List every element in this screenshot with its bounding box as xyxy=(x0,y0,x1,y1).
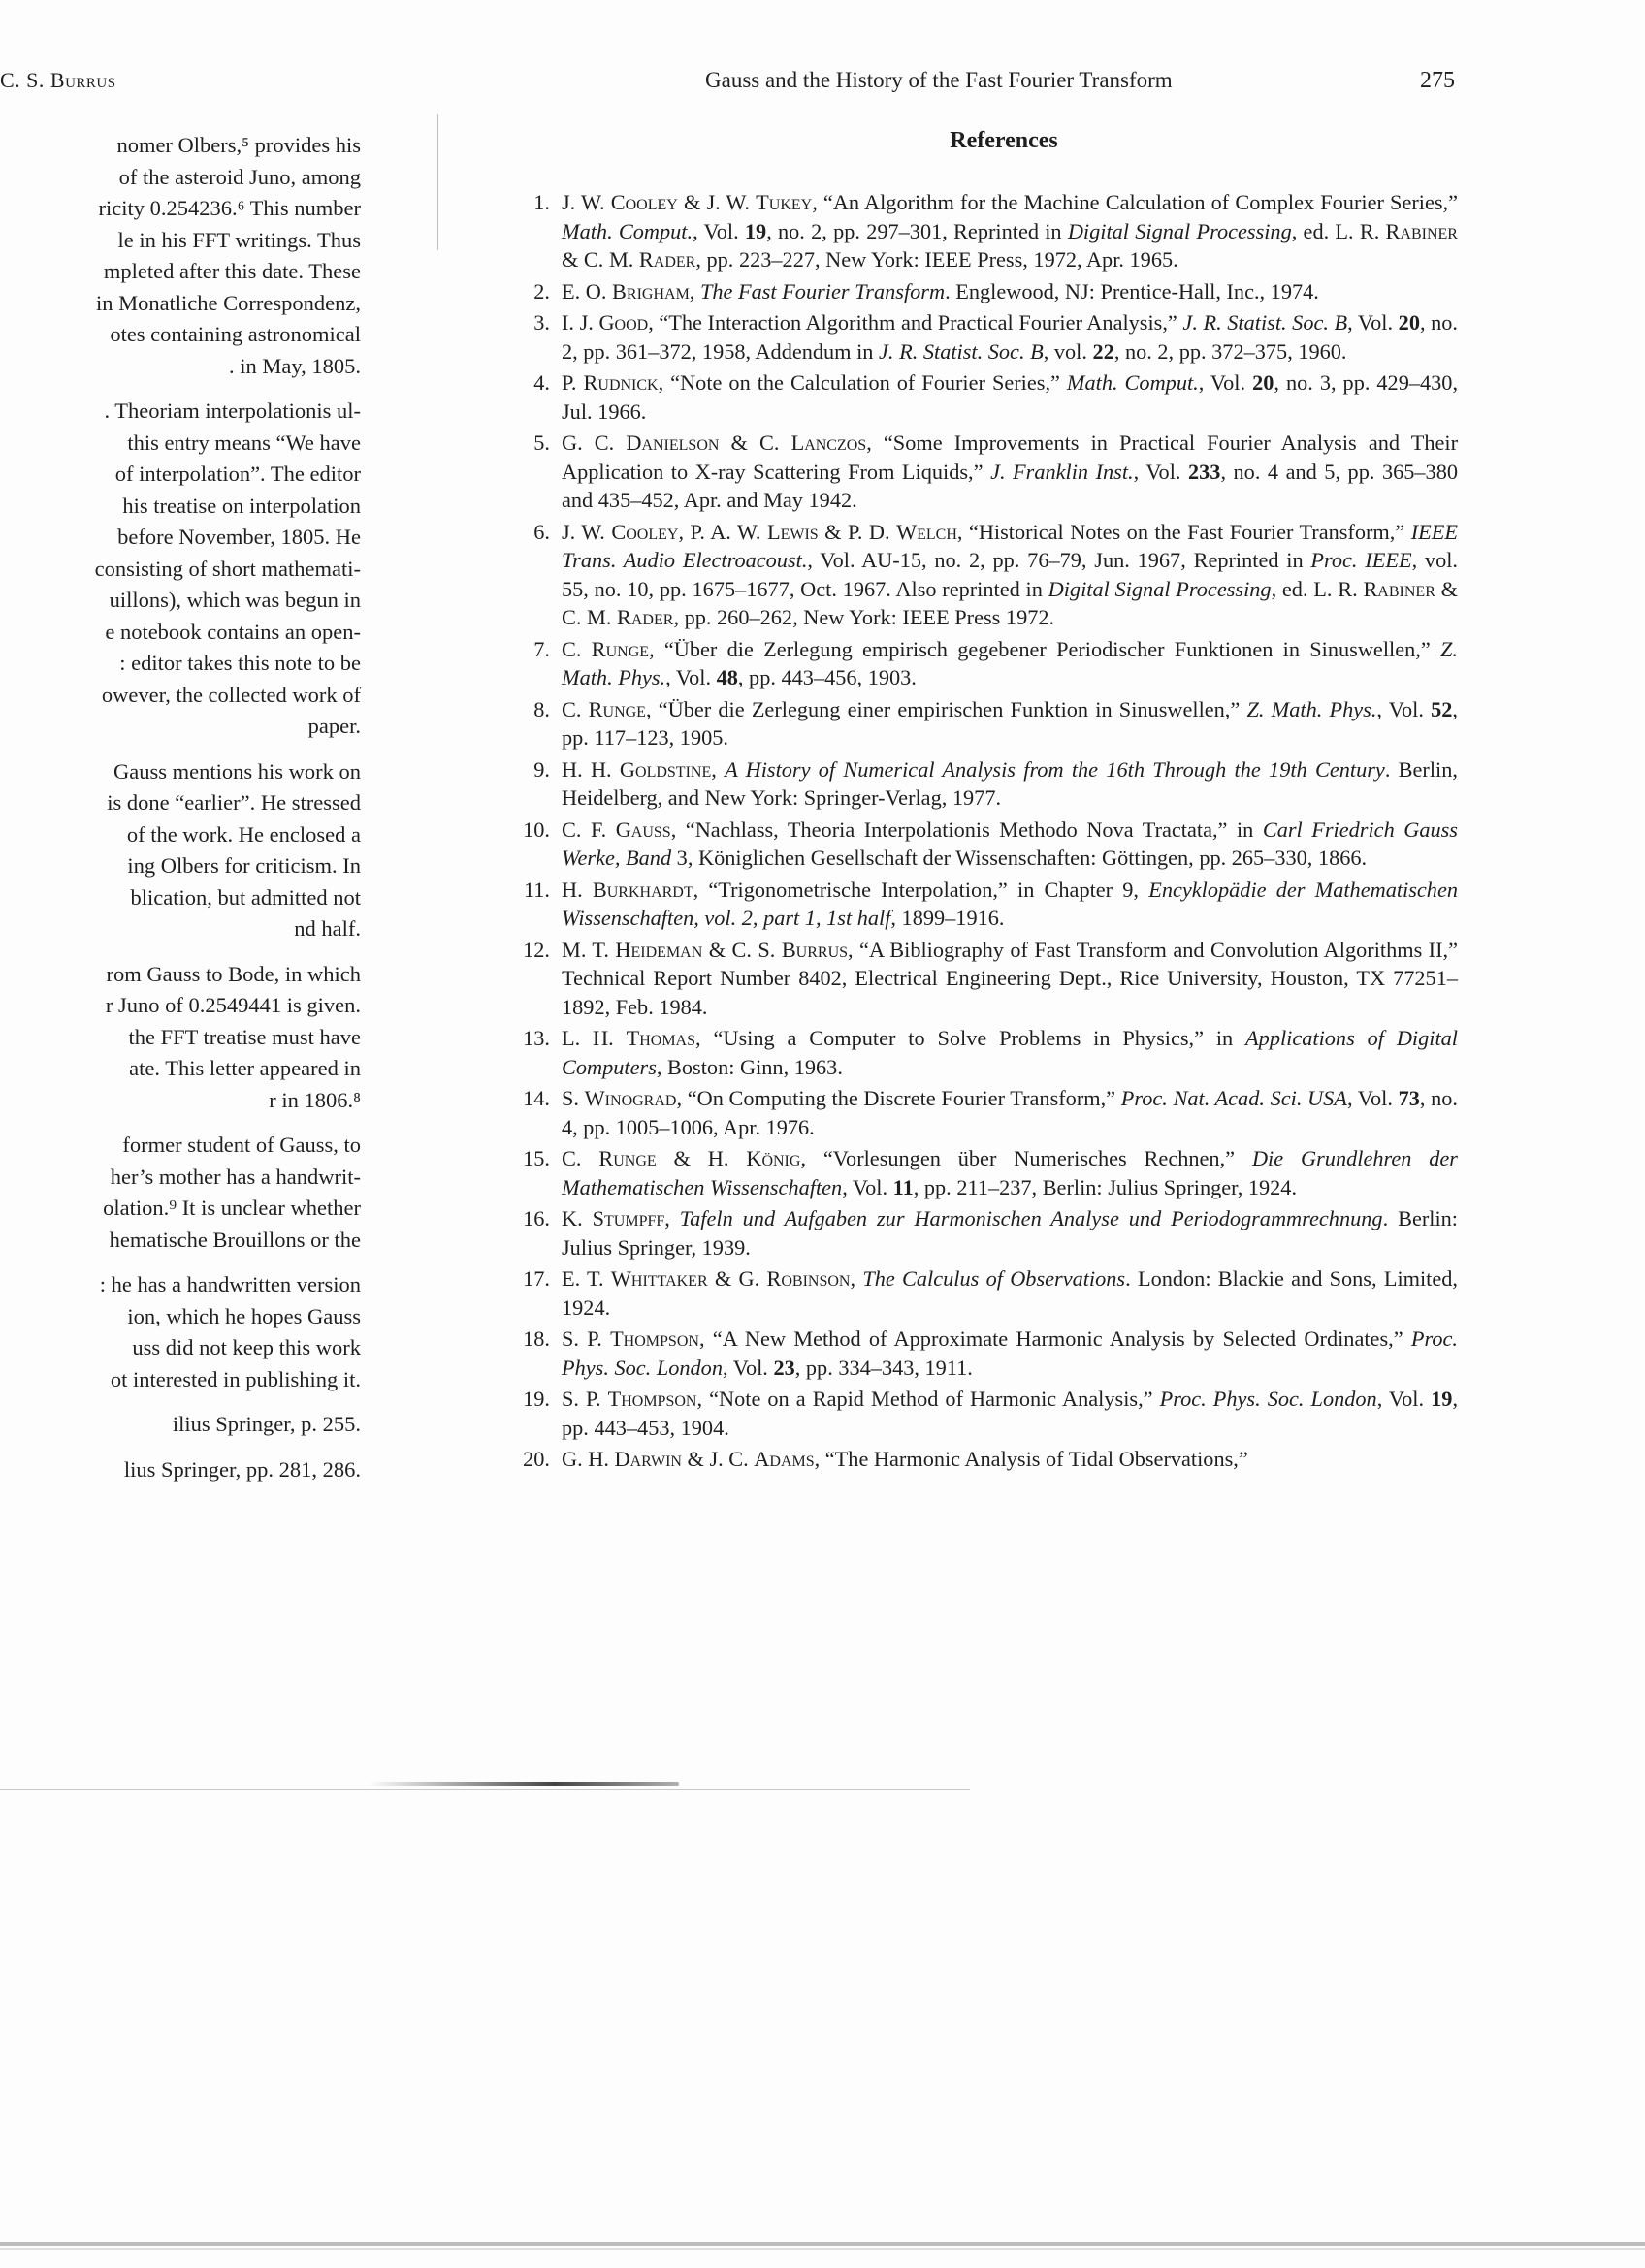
gutter-shadow-line xyxy=(437,114,438,250)
reference-number: 17. xyxy=(523,1266,550,1291)
left-line: nomer Olbers,⁵ provides his xyxy=(116,133,361,157)
reference-item xyxy=(519,1024,1458,1081)
reference-number: 19. xyxy=(523,1387,550,1411)
left-line: is done “earlier”. He stressed xyxy=(107,790,361,815)
left-line: uss did not keep this work xyxy=(132,1335,361,1359)
left-line: ion, which he hopes Gauss xyxy=(127,1303,361,1328)
left-line: before November, 1805. He xyxy=(117,525,361,549)
page-number: 275 xyxy=(1420,68,1455,93)
scan-bottom-edge-shadow xyxy=(0,2248,1645,2250)
reference-text: S. P. Thompson, “A New Method of Approximate Harmonic Analysis by Selected Ordinates,” Proc. Phys. Soc. London, Vol. 23, pp. 334–343, 1911. xyxy=(562,1326,1458,1380)
reference-item xyxy=(519,1325,1458,1382)
left-line: . in May, 1805. xyxy=(228,353,361,378)
reference-number: 10. xyxy=(523,816,550,842)
left-line: ricity 0.254236.⁶ This number xyxy=(98,196,361,220)
reference-text: J. W. Cooley, P. A. W. Lewis & P. D. Welch, “Historical Notes on the Fast Fourier Transform,” IEEE Trans. Audio Electroacoust., Vol. AU-15, no. 2, pp. 76–79, Jun. 1967, Reprinted in Proc. IEEE, vol. 55, no. 10, pp. 1675–1677, Oct. 1967. Also reprinted in Digital Signal Processing, ed. L. R. Rabiner & C. M. Rader, pp. 260–262, New York: IEEE Press 1972. xyxy=(562,519,1459,629)
reference-item xyxy=(519,188,1458,274)
left-line: her’s mother has a handwrit- xyxy=(110,1164,361,1189)
reference-text: J. W. Cooley & J. W. Tukey, “An Algorithm for the Machine Calculation of Complex Fourier Series,” Math. Comput., Vol. 19, no. 2, pp. 297–301, Reprinted in Digital Signal Processing, ed. L. R. Rabiner & C. M. Rader, pp. 223–227, New York: IEEE Press, 1972, Apr. 1965. xyxy=(562,190,1458,272)
reference-item xyxy=(519,635,1458,692)
reference-number: 15. xyxy=(523,1146,550,1170)
left-paragraph xyxy=(0,1269,361,1395)
left-line: consisting of short mathemati- xyxy=(94,556,361,581)
left-line: in Monatliche Correspondenz, xyxy=(95,290,361,315)
left-paragraph xyxy=(0,1130,361,1256)
left-line: ot interested in publishing it. xyxy=(110,1366,361,1391)
reference-text: C. Runge & H. König, “Vorlesungen über Numerisches Rechnen,” Die Grundlehren der Mathematischen Wissenschaften, Vol. 11, pp. 211–237, Berlin: Julius Springer, 1924. xyxy=(562,1146,1458,1199)
left-line: : editor takes this note to be xyxy=(119,651,361,675)
left-line: Gauss mentions his work on xyxy=(113,758,361,783)
reference-item xyxy=(519,755,1458,813)
scan-artifact-streak xyxy=(369,1782,679,1786)
left-paragraph xyxy=(0,756,361,945)
reference-text: S. P. Thompson, “Note on a Rapid Method of Harmonic Analysis,” Proc. Phys. Soc. London, Vol. 19, pp. 443–453, 1904. xyxy=(562,1387,1459,1440)
reference-text: E. T. Whittaker & G. Robinson, The Calculus of Observations. London: Blackie and Sons, Limited, 1924. xyxy=(562,1266,1458,1320)
left-paragraph xyxy=(0,130,361,382)
reference-text: C. Runge, “Über die Zerlegung einer empirischen Funktion in Sinuswellen,” Z. Math. Phys., Vol. 52, pp. 117–123, 1905. xyxy=(562,696,1458,750)
reference-number: 13. xyxy=(523,1026,550,1050)
header-title: Gauss and the History of the Fast Fourier Transform xyxy=(705,68,1173,92)
left-line: : he has a handwritten version xyxy=(99,1272,361,1296)
left-paragraph xyxy=(0,959,361,1117)
reference-item xyxy=(519,1204,1458,1262)
reference-text: S. Winograd, “On Computing the Discrete Fourier Transform,” Proc. Nat. Acad. Sci. USA, Vol. 73, no. 4, pp. 1005–1006, Apr. 1976. xyxy=(562,1086,1458,1139)
left-line: of the asteroid Juno, among xyxy=(118,164,361,189)
reference-number: 14. xyxy=(523,1086,550,1110)
reference-item xyxy=(519,429,1458,515)
left-line: his treatise on interpolation xyxy=(122,493,361,518)
left-paragraph xyxy=(0,1409,361,1441)
left-line: of interpolation”. The editor xyxy=(114,462,361,486)
left-line: paper. xyxy=(307,714,361,738)
reference-text: M. T. Heideman & C. S. Burrus, “A Bibliography of Fast Transform and Convolution Algorithms II,” Technical Report Number 8402, Electrical Engineering Dept., Rice University, Houston, TX 77251–1892, Feb. 1984. xyxy=(562,937,1459,1019)
left-line: le in his FFT writings. Thus xyxy=(117,227,361,252)
references-list xyxy=(519,188,1458,1477)
reference-number: 5. xyxy=(533,431,550,455)
left-line: ing Olbers for criticism. In xyxy=(127,853,361,878)
left-line: owever, the collected work of xyxy=(101,682,361,707)
reference-text: I. J. Good, “The Interaction Algorithm and Practical Fourier Analysis,” J. R. Statist. Soc. B, Vol. 20, no. 2, pp. 361–372, 1958, Addendum in J. R. Statist. Soc. B, vol. 22, no. 2, pp. 372–375, 1960. xyxy=(562,310,1459,364)
reference-number: 11. xyxy=(523,877,550,902)
left-line: of the work. He enclosed a xyxy=(126,821,361,847)
reference-number: 9. xyxy=(533,756,550,782)
reference-text: L. H. Thomas, “Using a Computer to Solve Problems in Physics,” in Applications of Digital Computers, Boston: Ginn, 1963. xyxy=(562,1026,1458,1079)
reference-text: H. Burkhardt, “Trigonometrische Interpolation,” in Chapter 9, Encyklopädie der Mathematischen Wissenschaften, vol. 2, part 1, 1st half, 1899–1916. xyxy=(562,877,1458,930)
left-paragraph xyxy=(0,1454,361,1486)
reference-item xyxy=(519,1144,1458,1201)
left-line: this entry means “We have xyxy=(127,430,361,455)
header-author: C. S. Burrus xyxy=(0,68,116,92)
left-line: r Juno of 0.2549441 is given. xyxy=(105,993,361,1017)
running-header xyxy=(0,68,1645,107)
left-line: mpleted after this date. These xyxy=(103,259,361,283)
reference-item xyxy=(519,876,1458,933)
scan-bottom-edge xyxy=(0,2242,1645,2246)
reference-number: 2. xyxy=(533,278,550,303)
left-line: e notebook contains an open- xyxy=(105,619,361,644)
left-line: ilius Springer, p. 255. xyxy=(172,1412,361,1436)
left-line: olation.⁹ It is unclear whether xyxy=(103,1196,361,1220)
reference-number: 12. xyxy=(523,937,550,962)
left-line: . Theoriam interpolationis ul- xyxy=(104,399,361,423)
left-line: blication, but admitted not xyxy=(130,884,361,910)
reference-item xyxy=(519,518,1458,632)
reference-text: K. Stumpff, Tafeln und Aufgaben zur Harmonischen Analyse und Periodogrammrechnung. Berlin: Julius Springer, 1939. xyxy=(562,1206,1458,1260)
reference-number: 1. xyxy=(533,190,550,214)
left-line: hematische Brouillons or the xyxy=(109,1227,361,1252)
reference-item xyxy=(519,368,1458,426)
reference-number: 7. xyxy=(533,636,550,661)
left-line: former student of Gauss, to xyxy=(122,1133,361,1157)
left-paragraph xyxy=(0,396,361,743)
reference-text: H. H. Goldstine, A History of Numerical Analysis from the 16th Through the 19th Century. Berlin, Heidelberg, and New York: Springer-Verlag, 1977. xyxy=(562,756,1458,810)
reference-item xyxy=(519,1084,1458,1141)
reference-number: 4. xyxy=(533,370,550,395)
left-line: r in 1806.⁸ xyxy=(269,1087,361,1112)
left-line: uillons), which was begun in xyxy=(109,588,361,612)
reference-item xyxy=(519,1264,1458,1322)
reference-text: P. Rudnick, “Note on the Calculation of Fourier Series,” Math. Comput., Vol. 20, no. 3, pp. 429–430, Jul. 1966. xyxy=(562,370,1459,424)
reference-number: 8. xyxy=(533,696,550,721)
reference-item xyxy=(519,936,1458,1022)
scan-artifact-line xyxy=(0,1789,970,1790)
left-line: nd half. xyxy=(294,916,361,941)
reference-item xyxy=(519,308,1458,366)
reference-number: 16. xyxy=(523,1206,550,1230)
reference-item xyxy=(519,695,1458,752)
reference-item xyxy=(519,815,1458,873)
reference-text: E. O. Brigham, The Fast Fourier Transform. Englewood, NJ: Prentice-Hall, Inc., 1974. xyxy=(562,278,1319,303)
left-line: ate. This letter appeared in xyxy=(129,1056,361,1080)
left-line: lius Springer, pp. 281, 286. xyxy=(123,1456,361,1482)
left-column-text xyxy=(0,130,361,1499)
reference-number: 6. xyxy=(533,519,550,544)
left-line: rom Gauss to Bode, in which xyxy=(106,961,361,986)
left-line: otes containing astronomical xyxy=(110,322,361,346)
reference-text: C. F. Gauss, “Nachlass, Theoria Interpolationis Methodo Nova Tractata,” in Carl Friedrich Gauss Werke, Band 3, Königlichen Gesellschaft der Wissenschaften: Göttingen, pp. 265–330, 1866. xyxy=(562,816,1458,870)
reference-item xyxy=(519,277,1458,306)
reference-text: G. H. Darwin & J. C. Adams, “The Harmonic Analysis of Tidal Observations,” xyxy=(562,1447,1248,1471)
reference-item xyxy=(519,1445,1458,1474)
references-heading: References xyxy=(950,128,1058,153)
reference-number: 18. xyxy=(523,1326,550,1351)
reference-number: 3. xyxy=(533,310,550,335)
reference-item xyxy=(519,1385,1458,1442)
reference-text: G. C. Danielson & C. Lanczos, “Some Improvements in Practical Fourier Analysis and Their Application to X-ray Scattering From Liquids,” J. Franklin Inst., Vol. 233, no. 4 and 5, pp. 365–380 and 435–452, Apr. and May 1942. xyxy=(562,431,1458,512)
reference-number: 20. xyxy=(523,1447,550,1471)
reference-text: C. Runge, “Über die Zerlegung empirisch gegebener Periodischer Funktionen in Sinuswellen,” Z. Math. Phys., Vol. 48, pp. 443–456, 1903. xyxy=(562,636,1458,689)
left-line: the FFT treatise must have xyxy=(128,1024,361,1049)
